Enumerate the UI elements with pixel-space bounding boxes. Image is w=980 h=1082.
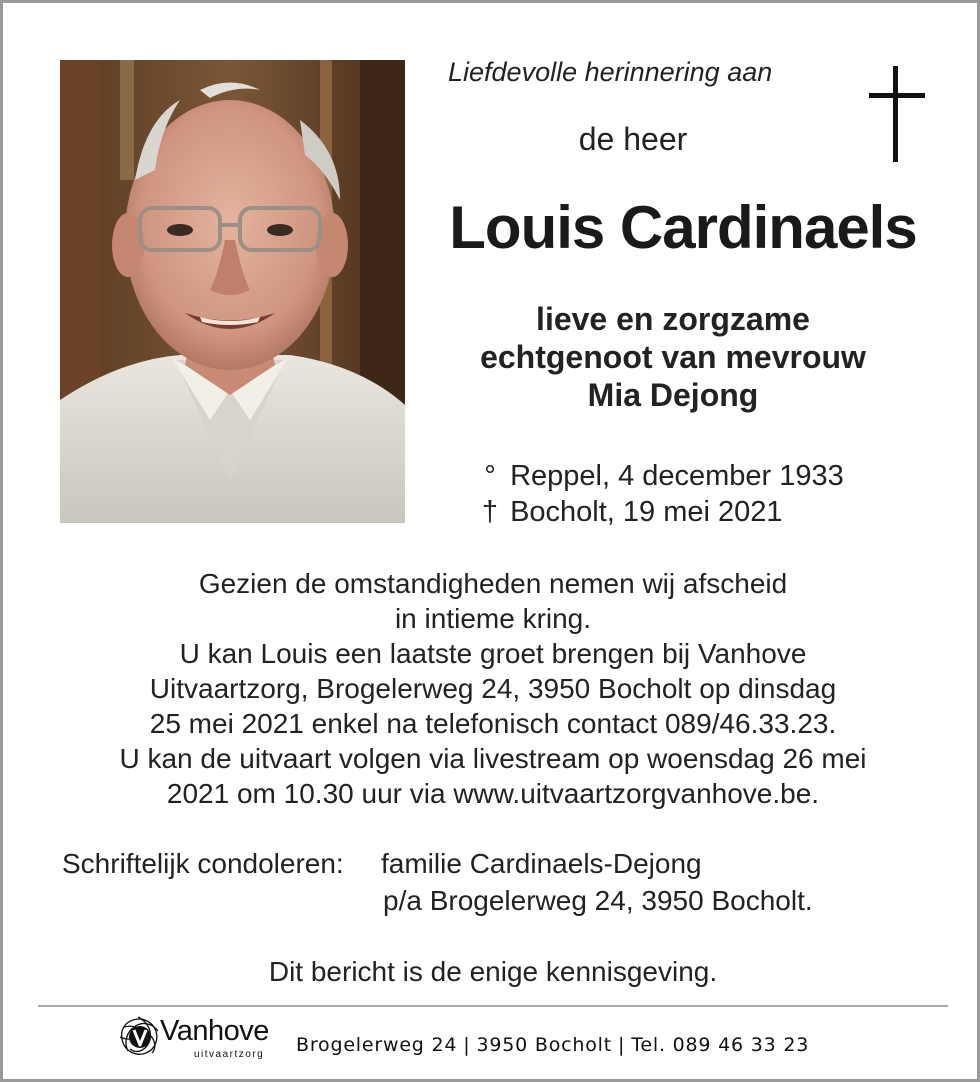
footer-city: 3950 Bocholt — [476, 1034, 612, 1056]
birth-symbol: ° — [484, 460, 496, 492]
footer-phone: Tel. 089 46 33 23 — [631, 1034, 810, 1056]
death-symbol: † — [481, 496, 499, 528]
announcement-line: Gezien de omstandigheden nemen wij afscheid — [198, 568, 788, 599]
condolence-address: p/a Brogelerweg 24, 3950 Bocholt. — [383, 885, 813, 916]
life-dates — [478, 458, 938, 530]
logo-name: Vanhove — [160, 1015, 269, 1047]
announcement-text — [43, 566, 943, 811]
logo-subtitle: uitvaartzorg — [194, 1049, 265, 1060]
spouse-name: Mia Dejong — [587, 377, 759, 413]
announcement-line: U kan de uitvaart volgen via livestream op woensdag 26 mei — [119, 743, 867, 774]
announcement-line: 2021 om 10.30 uur via www.uitvaartzorgvanhove.be. — [166, 778, 820, 809]
title-prefix: de heer — [578, 121, 688, 157]
footer-separator: | — [463, 1034, 471, 1056]
footer-separator: | — [618, 1034, 626, 1056]
vanhove-logo — [116, 1013, 286, 1061]
death-row — [478, 494, 938, 530]
death-date: Bocholt, 19 mei 2021 — [510, 496, 783, 528]
footer-address: Brogelerweg 24 — [296, 1034, 458, 1056]
latin-cross-icon — [869, 66, 925, 162]
notice-text: Dit bericht is de enige kennisgeving. — [268, 956, 718, 987]
birth-row — [478, 458, 938, 494]
condolence-family: familie Cardinaels-Dejong — [381, 848, 702, 879]
condolence-label: Schriftelijk condoleren: — [62, 848, 344, 879]
intro-text: Liefdevolle herinnering aan — [448, 57, 773, 87]
relation-block — [423, 300, 923, 414]
announcement-line: 25 mei 2021 enkel na telefonisch contact 089/46.33.23. — [149, 708, 837, 739]
vanhove-logo-mark-icon — [116, 1015, 164, 1059]
portrait-photo — [60, 60, 405, 523]
announcement-line: in intieme kring. — [394, 603, 592, 634]
deceased-name: Louis Cardinaels — [449, 194, 917, 261]
announcement-line: Uitvaartzorg, Brogelerweg 24, 3950 Bocholt op dinsdag — [149, 673, 837, 704]
relation-line: lieve en zorgzame — [536, 301, 810, 337]
announcement-line: U kan Louis een laatste groet brengen bij Vanhove — [179, 638, 807, 669]
relation-line: echtgenoot van mevrouw — [480, 339, 866, 375]
birth-date: Reppel, 4 december 1933 — [510, 460, 844, 492]
footer-contact — [296, 1034, 809, 1056]
footer-divider — [38, 1005, 948, 1007]
